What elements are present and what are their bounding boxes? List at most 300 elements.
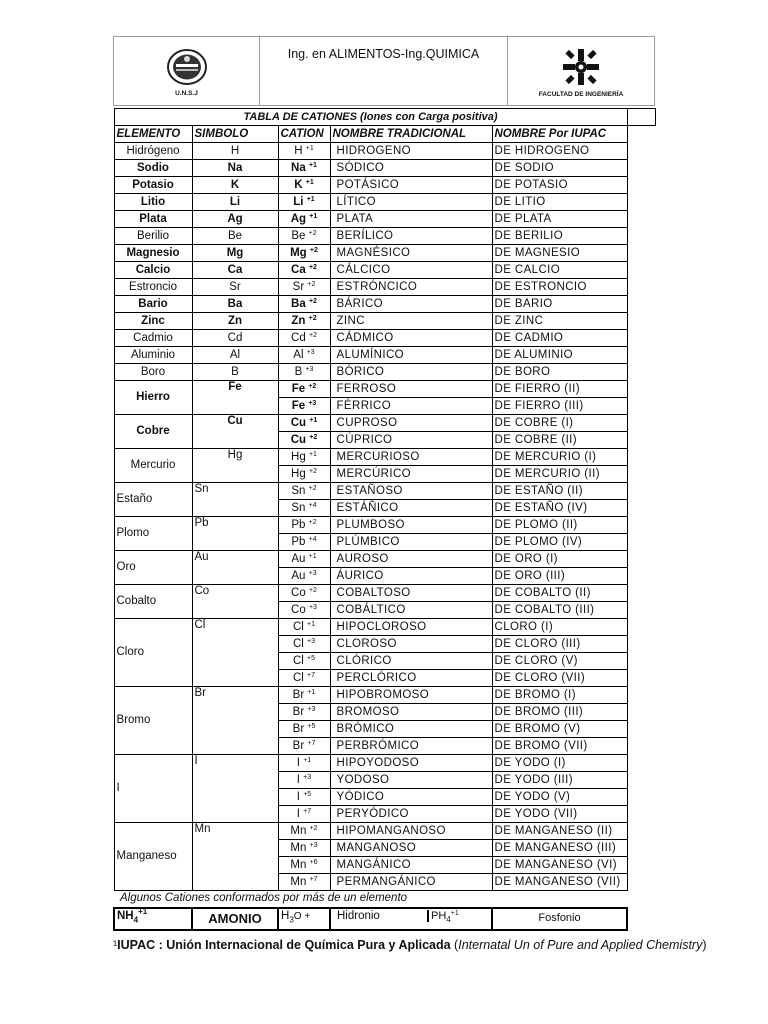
row-spacer: [627, 806, 655, 823]
iupac-name: DE FIERRO (II): [492, 381, 627, 398]
table-row: [114, 211, 655, 228]
iupac-name: DE PLOMO (II): [492, 517, 627, 534]
element-name: Sodio: [114, 160, 192, 177]
cation-charge: +5: [303, 790, 312, 798]
element-symbol: B: [192, 364, 278, 381]
cation-charge: +3: [307, 637, 316, 645]
iupac-name: DE COBALTO (II): [492, 585, 627, 602]
iupac-name: DE BROMO (III): [492, 704, 627, 721]
note-spacer: [627, 891, 655, 908]
cation-charge: +4: [308, 535, 317, 543]
cation-symbol: Au: [291, 552, 306, 565]
cation-cell: [278, 449, 330, 466]
element-symbol: Zn: [192, 313, 278, 330]
traditional-name: MERCÚRICO: [330, 466, 492, 483]
iupac-name: DE MERCURIO (I): [492, 449, 627, 466]
column-header-iupac: NOMBRE Por IUPAC: [492, 126, 627, 143]
cation-cell: [278, 228, 330, 245]
element-symbol: Sr: [192, 279, 278, 296]
traditional-name: MAGNÉSICO: [330, 245, 492, 262]
cation-symbol: Br: [292, 739, 305, 752]
iupac-name: DE PLATA: [492, 211, 627, 228]
element-symbol: H: [192, 143, 278, 160]
ammonium-name: AMONIO: [192, 908, 278, 930]
iupac-name: DE BERILIO: [492, 228, 627, 245]
element-name: Cadmio: [114, 330, 192, 347]
element-symbol: Hg: [192, 449, 278, 483]
cation-cell: [278, 160, 330, 177]
traditional-name: COBÁLTICO: [330, 602, 492, 619]
iupac-name: DE BARIO: [492, 296, 627, 313]
traditional-name: HIPOBROMOSO: [330, 687, 492, 704]
cation-charge: +1: [306, 195, 315, 203]
table-row: [114, 449, 655, 466]
iupac-name: DE ESTRONCIO: [492, 279, 627, 296]
cation-charge: +3: [307, 705, 316, 713]
row-spacer: [627, 296, 655, 313]
cation-charge: +7: [309, 875, 318, 883]
row-spacer: [627, 551, 655, 568]
cation-symbol: Mn: [290, 858, 307, 871]
cation-cell: [278, 585, 330, 602]
faculty-logo-cell: [508, 37, 655, 106]
row-spacer: [627, 721, 655, 738]
element-symbol: Pb: [192, 517, 278, 551]
element-symbol: Au: [192, 551, 278, 585]
iupac-name: DE MERCURIO (II): [492, 466, 627, 483]
row-spacer: [627, 840, 655, 857]
phosphonium-subscript: 4: [446, 915, 451, 925]
element-symbol: Mg: [192, 245, 278, 262]
cation-cell: [278, 551, 330, 568]
cation-cell: [278, 619, 330, 636]
iupac-name: DE CLORO (III): [492, 636, 627, 653]
cation-symbol: Fe: [291, 399, 306, 412]
traditional-name: FÉRRICO: [330, 398, 492, 415]
iupac-name: DE COBALTO (III): [492, 602, 627, 619]
traditional-name: PERBRÓMICO: [330, 738, 492, 755]
row-spacer: [627, 619, 655, 636]
cation-charge: +3: [306, 348, 315, 356]
ammonium-charge: +1: [138, 907, 148, 917]
row-spacer: [627, 381, 655, 398]
cation-cell: [278, 721, 330, 738]
iupac-name: DE ESTAÑO (IV): [492, 500, 627, 517]
traditional-name: MANGANOSO: [330, 840, 492, 857]
row-spacer: [627, 738, 655, 755]
cation-charge: +2: [309, 433, 318, 441]
cation-symbol: Cl: [292, 620, 304, 633]
cation-charge: +1: [307, 620, 316, 628]
table-row: [114, 619, 655, 636]
table-row: [114, 517, 655, 534]
cation-symbol: Cd: [291, 331, 306, 344]
element-name: Hierro: [114, 381, 192, 415]
row-spacer: [627, 245, 655, 262]
element-symbol: Be: [192, 228, 278, 245]
cation-symbol: Br: [292, 688, 305, 701]
cation-cell: [278, 194, 330, 211]
row-spacer: [627, 143, 655, 160]
traditional-name: ZINC: [330, 313, 492, 330]
element-name: Litio: [114, 194, 192, 211]
iupac-name: DE MANGANESO (VII): [492, 874, 627, 891]
table-row: [114, 381, 655, 398]
cation-cell: [278, 857, 330, 874]
traditional-name: CÁLCICO: [330, 262, 492, 279]
element-name: Potasio: [114, 177, 192, 194]
cation-cell: [278, 143, 330, 160]
row-spacer: [627, 211, 655, 228]
cation-symbol: Pb: [291, 535, 306, 548]
traditional-name: LÍTICO: [330, 194, 492, 211]
element-symbol: Ba: [192, 296, 278, 313]
cation-symbol: I: [296, 790, 300, 803]
row-spacer: [627, 500, 655, 517]
traditional-name: PLUMBOSO: [330, 517, 492, 534]
cation-cell: [278, 687, 330, 704]
cation-charge: +2: [308, 314, 317, 322]
table-row: [114, 347, 655, 364]
element-name: Bromo: [114, 687, 192, 755]
table-row: [114, 228, 655, 245]
cation-charge: +5: [307, 722, 316, 730]
element-name: Plomo: [114, 517, 192, 551]
iupac-name: DE CLORO (VII): [492, 670, 627, 687]
column-header-symbol: SIMBOLO: [192, 126, 278, 143]
traditional-name: ÁURICO: [330, 568, 492, 585]
cation-cell: [278, 534, 330, 551]
cation-charge: +2: [309, 246, 318, 254]
cation-cell: [278, 602, 330, 619]
row-spacer: [627, 602, 655, 619]
cation-charge: +3: [308, 569, 317, 577]
traditional-name: ESTRÓNCICO: [330, 279, 492, 296]
element-symbol: Co: [192, 585, 278, 619]
ammonium-formula: NH: [117, 910, 134, 923]
table-row: [114, 160, 655, 177]
traditional-name: BRÓMICO: [330, 721, 492, 738]
cation-cell: [278, 704, 330, 721]
element-symbol: Mn: [192, 823, 278, 891]
iupac-name: DE ESTAÑO (II): [492, 483, 627, 500]
cation-symbol: Sn: [291, 484, 306, 497]
row-spacer: [627, 857, 655, 874]
cation-charge: +2: [308, 467, 317, 475]
table-row: [114, 551, 655, 568]
cation-charge: +2: [308, 297, 317, 305]
iupac-name: DE COBRE (II): [492, 432, 627, 449]
traditional-name: MANGÁNICO: [330, 857, 492, 874]
cation-charge: +2: [308, 331, 317, 339]
cation-symbol: I: [296, 773, 300, 786]
unsj-logo-caption: U.N.S.J: [175, 90, 198, 97]
row-spacer: [627, 517, 655, 534]
traditional-name: HIPOMANGANOSO: [330, 823, 492, 840]
iupac-name: DE FIERRO (III): [492, 398, 627, 415]
cation-charge: +2: [307, 280, 316, 288]
row-spacer: [627, 653, 655, 670]
cation-charge: +1: [309, 416, 318, 424]
cation-symbol: Zn: [291, 314, 306, 327]
cation-symbol: Li: [293, 195, 304, 208]
cation-cell: [278, 653, 330, 670]
phosphonium-formula: PH: [431, 910, 447, 923]
row-spacer: [627, 194, 655, 211]
cation-cell: [278, 398, 330, 415]
element-name: Cloro: [114, 619, 192, 687]
row-spacer: [627, 347, 655, 364]
cation-cell: [278, 313, 330, 330]
element-name: Magnesio: [114, 245, 192, 262]
element-symbol: Cu: [192, 415, 278, 449]
iupac-name: DE CALCIO: [492, 262, 627, 279]
column-header-traditional: NOMBRE TRADICIONAL: [330, 126, 492, 143]
table-row: [114, 313, 655, 330]
hydronium-formula: H: [281, 910, 290, 923]
cation-cell: [278, 381, 330, 398]
cation-charge: +1: [309, 212, 318, 220]
row-spacer: [627, 466, 655, 483]
iupac-name: DE POTASIO: [492, 177, 627, 194]
cation-cell: [278, 840, 330, 857]
cation-charge: +1: [308, 552, 317, 560]
element-name: Boro: [114, 364, 192, 381]
element-name: Aluminio: [114, 347, 192, 364]
table-row: [114, 330, 655, 347]
cation-symbol: Co: [291, 603, 306, 616]
iupac-name: CLORO (I): [492, 619, 627, 636]
cation-symbol: H: [294, 144, 303, 157]
cation-charge: +2: [308, 586, 317, 594]
cation-charge: +3: [308, 603, 317, 611]
cation-charge: +2: [308, 484, 317, 492]
cation-symbol: Al: [293, 348, 304, 361]
cation-symbol: Mg: [290, 246, 307, 259]
cation-symbol: Ca: [291, 263, 306, 276]
cation-symbol: Pb: [291, 518, 306, 531]
row-spacer: [627, 704, 655, 721]
cation-charge: +7: [303, 807, 312, 815]
cation-charge: +3: [309, 841, 318, 849]
table-row: [114, 279, 655, 296]
hydronium-charge: O +: [293, 911, 311, 923]
table-title-extra: [627, 109, 655, 126]
cation-symbol: Ag: [290, 212, 307, 225]
iupac-name: DE MANGANESO (VI): [492, 857, 627, 874]
element-symbol: Sn: [192, 483, 278, 517]
cation-cell: [278, 415, 330, 432]
column-header-spacer: [627, 126, 655, 143]
traditional-name: CÚPRICO: [330, 432, 492, 449]
table-row: [114, 262, 655, 279]
iupac-name: DE BROMO (V): [492, 721, 627, 738]
iupac-name: DE BROMO (VII): [492, 738, 627, 755]
ammonium-subscript: 4: [133, 915, 139, 925]
table-row: [114, 364, 655, 381]
iupac-name: DE SODIO: [492, 160, 627, 177]
cation-charge: +3: [308, 399, 317, 407]
iupac-name: DE ALUMINIO: [492, 347, 627, 364]
note-row: [114, 891, 655, 908]
traditional-name: FERROSO: [330, 381, 492, 398]
table-row: [114, 143, 655, 160]
cation-cell: [278, 568, 330, 585]
traditional-name: SÓDICO: [330, 160, 492, 177]
element-symbol: I: [192, 755, 278, 823]
element-name: Cobalto: [114, 585, 192, 619]
traditional-name: BÁRICO: [330, 296, 492, 313]
cation-symbol: Au: [291, 569, 306, 582]
element-symbol: Br: [192, 687, 278, 755]
cation-cell: [278, 211, 330, 228]
cation-symbol: Sr: [292, 280, 305, 293]
element-symbol: Cd: [192, 330, 278, 347]
cation-charge: +2: [308, 518, 317, 526]
table-title-row: [114, 109, 655, 126]
footnote-italic-text: Internatal Un of Pure and Applied Chemistry: [458, 938, 703, 952]
iupac-name: DE COBRE (I): [492, 415, 627, 432]
unsj-logo-cell: [114, 37, 260, 106]
element-name: Bario: [114, 296, 192, 313]
cation-symbol: Na: [291, 161, 306, 174]
traditional-name: ESTAÑOSO: [330, 483, 492, 500]
cation-charge: +2: [308, 229, 317, 237]
hydronium-ph4-cell: [330, 908, 492, 930]
cation-cell: [278, 432, 330, 449]
element-name: Mercurio: [114, 449, 192, 483]
cation-cell: [278, 466, 330, 483]
cation-charge: +1: [308, 161, 317, 169]
cation-charge: +5: [307, 654, 316, 662]
row-spacer: [627, 823, 655, 840]
cation-symbol: Mn: [290, 841, 307, 854]
cation-symbol: Br: [292, 705, 305, 718]
cation-symbol: Hg: [291, 467, 306, 480]
traditional-name: BÓRICO: [330, 364, 492, 381]
row-spacer: [627, 160, 655, 177]
phosphonium-charge: +1: [450, 910, 459, 918]
iupac-name: DE YODO (V): [492, 789, 627, 806]
element-symbol: K: [192, 177, 278, 194]
iupac-name: DE MANGANESO (III): [492, 840, 627, 857]
iupac-name: DE LITIO: [492, 194, 627, 211]
cation-charge: +2: [309, 824, 318, 832]
element-name: Berilio: [114, 228, 192, 245]
element-name: Manganeso: [114, 823, 192, 891]
element-symbol: Fe: [192, 381, 278, 415]
element-name: Hidrógeno: [114, 143, 192, 160]
element-name: Calcio: [114, 262, 192, 279]
element-name: I: [114, 755, 192, 823]
row-spacer: [627, 177, 655, 194]
traditional-name: PERYÓDICO: [330, 806, 492, 823]
cation-charge: +7: [307, 671, 316, 679]
footnote-bold-text: IUPAC : Unión Internacional de Química Pura y Aplicada: [117, 938, 451, 952]
iupac-name: DE YODO (III): [492, 772, 627, 789]
cation-charge: +1: [305, 144, 314, 152]
row-spacer: [627, 534, 655, 551]
cation-symbol: Co: [291, 586, 306, 599]
traditional-name: YÓDICO: [330, 789, 492, 806]
cation-charge: +1: [303, 756, 312, 764]
cation-charge: +7: [307, 739, 316, 747]
row-spacer: [627, 568, 655, 585]
traditional-name: ESTÁÑICO: [330, 500, 492, 517]
cation-symbol: Cu: [290, 433, 307, 446]
table-row: [114, 483, 655, 500]
traditional-name: MERCURIOSO: [330, 449, 492, 466]
traditional-name: YODOSO: [330, 772, 492, 789]
row-spacer: [627, 483, 655, 500]
cation-symbol: Sn: [291, 501, 306, 514]
row-spacer: [627, 364, 655, 381]
iupac-name: DE CADMIO: [492, 330, 627, 347]
row-spacer: [627, 585, 655, 602]
cation-cell: [278, 296, 330, 313]
iupac-name: DE PLOMO (IV): [492, 534, 627, 551]
cation-charge: +3: [303, 773, 312, 781]
iupac-name: DE MAGNESIO: [492, 245, 627, 262]
ammonium-cation-cell: [114, 908, 192, 930]
traditional-name: POTÁSICO: [330, 177, 492, 194]
cation-symbol: Cl: [292, 637, 304, 650]
footnote-paren-open: (: [450, 938, 459, 952]
cation-charge: +4: [308, 501, 317, 509]
cation-cell: [278, 772, 330, 789]
cation-cell: [278, 517, 330, 534]
iupac-name: DE ORO (I): [492, 551, 627, 568]
iupac-name: DE YODO (I): [492, 755, 627, 772]
unsj-logo-icon: [165, 47, 209, 87]
table-row: [114, 585, 655, 602]
traditional-name: PERCLÓRICO: [330, 670, 492, 687]
cation-symbol: B: [294, 365, 303, 378]
page-title: Ing. en ALIMENTOS-Ing.QUIMICA: [260, 37, 508, 106]
traditional-name: PLATA: [330, 211, 492, 228]
cation-charge: +2: [308, 263, 317, 271]
row-spacer: [627, 432, 655, 449]
cations-table: [113, 108, 656, 931]
cation-cell: [278, 500, 330, 517]
cation-symbol: Ba: [291, 297, 306, 310]
table-row: [114, 296, 655, 313]
footnote: [113, 938, 707, 952]
iupac-name: DE YODO (VII): [492, 806, 627, 823]
element-symbol: Ca: [192, 262, 278, 279]
row-spacer: [627, 772, 655, 789]
row-spacer: [627, 874, 655, 891]
traditional-name: COBALTOSO: [330, 585, 492, 602]
table-row: [114, 415, 655, 432]
traditional-name: HIDROGENO: [330, 143, 492, 160]
traditional-name: CÁDMICO: [330, 330, 492, 347]
iupac-name: DE HIDROGENO: [492, 143, 627, 160]
row-spacer: [627, 279, 655, 296]
cation-cell: [278, 364, 330, 381]
cation-cell: [278, 483, 330, 500]
table-row: [114, 687, 655, 704]
cation-cell: [278, 670, 330, 687]
cation-cell: [278, 330, 330, 347]
cation-symbol: Mn: [290, 824, 307, 837]
cation-charge: +1: [307, 688, 316, 696]
traditional-name: CLOROSO: [330, 636, 492, 653]
traditional-name: ALUMÍNICO: [330, 347, 492, 364]
row-spacer: [627, 398, 655, 415]
traditional-name: BERÍLICO: [330, 228, 492, 245]
row-spacer: [627, 262, 655, 279]
